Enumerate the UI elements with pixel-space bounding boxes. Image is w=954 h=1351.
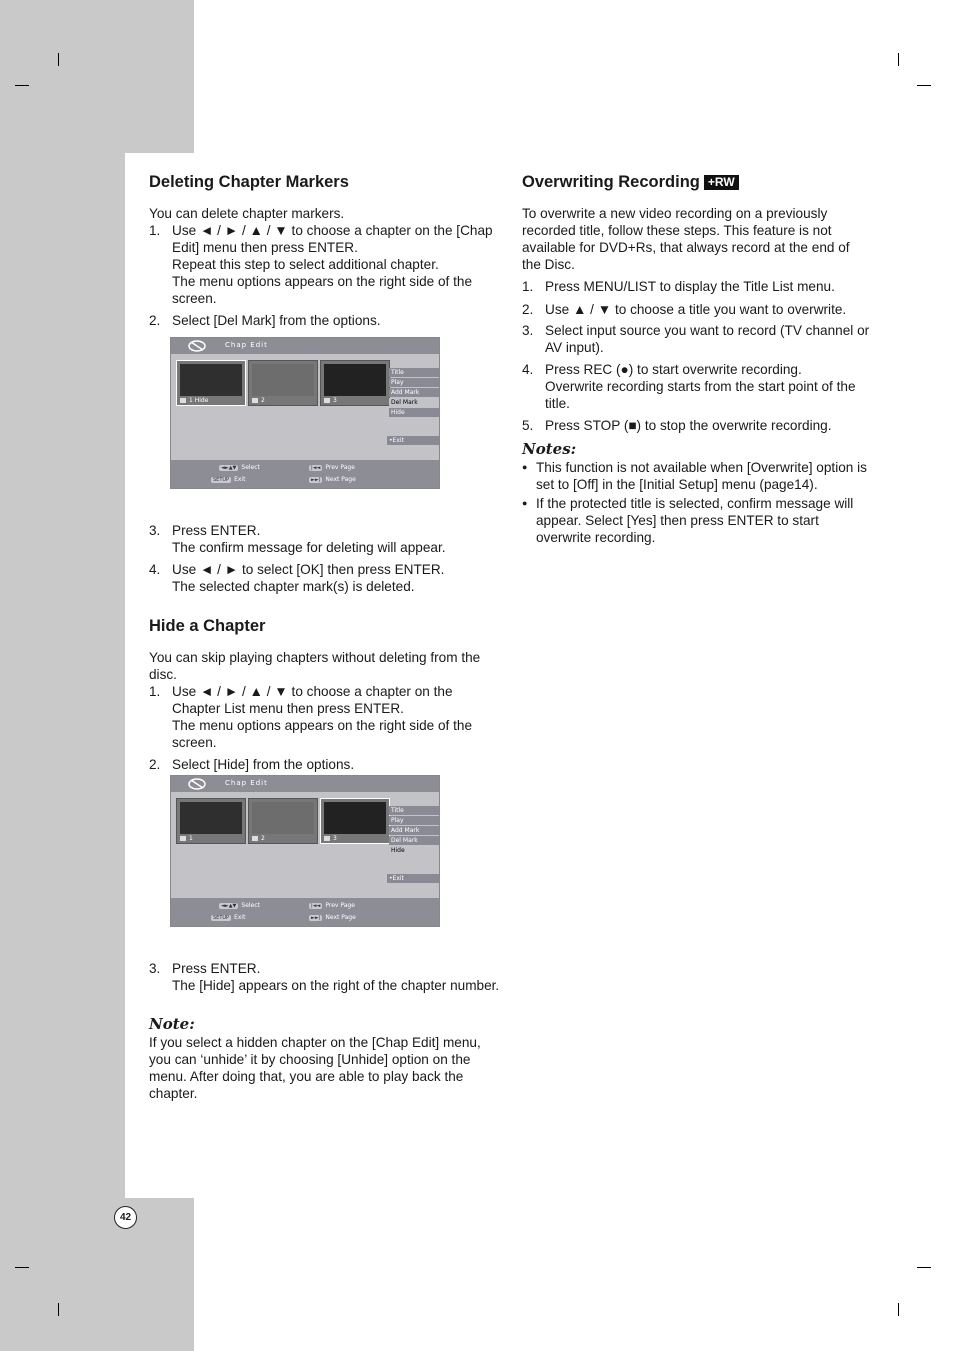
overwriting-intro: To overwrite a new video recording on a previously recorded title, follow these steps. This feature is not available for DVD+Rs, that always record at the end of the Disc. [522,206,850,272]
crop-mark [917,85,931,86]
page-number: 42 [114,1206,137,1229]
left-column [149,172,501,1102]
list-item: 4. Use ◄ / ► to select [OK] then press ENTER. The selected chapter mark(s) is deleted. [149,562,445,594]
list-item: ● This function is not available when [Overwrite] option is set to [Off] in the [Initial Setup] menu (page14). [522,459,870,493]
list-item: 2. Select [Hide] from the options. [149,757,355,772]
note-text: If you select a hidden chapter on the [Chap Edit] menu, you can ‘unhide’ it by choosing [Unhide] option on the menu. After doing that, you are able to play back the chapter. [149,1035,481,1101]
rw-badge: +RW [704,175,739,190]
crop-mark [15,85,29,86]
hide-steps [149,683,501,773]
notes-title: Notes: [522,440,577,458]
list-item: ● If the protected title is selected, confirm message will appear. Select [Yes] then press ENTER to start overwrite recording. [522,495,870,546]
list-item: 3. Select input source you want to record (TV channel or AV input). [522,323,870,355]
menu-item-play[interactable]: Play [389,816,439,825]
arrow-keys-icon: ◄►▲▼ [221,465,237,471]
crop-mark [898,1303,899,1316]
chapter-thumbnail[interactable]: 1 [176,798,246,844]
options-menu [389,368,439,418]
crop-mark [917,1267,931,1268]
screen-footer: ◄►▲▼ Select SETUP Exit |◄◄ Prev Page ►►| Next Page [171,460,439,488]
list-item: 1. Use ◄ / ► / ▲ / ▼ to choose a chapter on the [Chap Edit] menu then press ENTER. Repeat this step to select additional chapter. The menu options appears on the right side of the screen. [149,223,493,306]
prev-page-icon: |◄◄ [311,903,321,909]
prev-page-icon: |◄◄ [311,465,321,471]
chapter-thumbnail[interactable]: 2 [248,360,318,406]
menu-item-play[interactable]: Play [389,378,439,387]
deleting-heading: Deleting Chapter Markers [149,173,349,191]
screen-titlebar [171,776,439,792]
menu-item-hide[interactable]: Hide [389,846,439,855]
screen-title: Chap Edit [225,779,268,787]
list-item: 2. Use ▲ / ▼ to choose a title you want to overwrite. [522,302,847,317]
list-item: 3. Press ENTER. The [Hide] appears on the right of the chapter number. [149,961,500,993]
list-item: 3. Press ENTER. The confirm message for deleting will appear. [149,523,446,555]
margin-band-bottom [0,1198,194,1351]
notes-list [522,459,870,546]
list-item: 4. Press REC (●) to start overwrite recording. Overwrite recording starts from the start point of the title. [522,362,856,411]
exit-button[interactable]: •Exit [387,874,439,883]
chap-edit-screenshot-hide [170,775,440,927]
screen-titlebar [171,338,439,354]
chapter-thumbnail[interactable]: 2 [248,798,318,844]
overwriting-steps [522,278,870,434]
menu-item-del-mark[interactable]: Del Mark [389,836,439,845]
chap-edit-screenshot-del-mark [170,337,440,489]
setup-key-icon: SETUP [213,915,230,921]
list-item: 1. Press MENU/LIST to display the Title List menu. [522,279,835,294]
menu-item-title[interactable]: Title [389,806,439,815]
deleting-intro: You can delete chapter markers. [149,206,345,221]
list-item: 2. Select [Del Mark] from the options. [149,313,381,328]
chapter-thumbnail[interactable]: 3 [320,360,390,406]
overwriting-heading: Overwriting Recording +RW [522,172,870,192]
disc-icon [187,778,207,790]
chapter-thumbnail[interactable]: 1 Hide [176,360,246,406]
screen-footer: ◄►▲▼ Select SETUP Exit |◄◄ Prev Page ►►| Next Page [171,898,439,926]
crop-mark [15,1267,29,1268]
list-item: 1. Use ◄ / ► / ▲ / ▼ to choose a chapter on the Chapter List menu then press ENTER. The menu options appears on the right side of the screen. [149,684,473,750]
menu-item-del-mark[interactable]: Del Mark [389,398,439,407]
note-title: Note: [149,1015,195,1033]
crop-mark [58,1303,59,1316]
margin-band-left [0,153,125,1198]
chapter-thumbnail[interactable]: 3 [320,798,390,844]
crop-mark [898,53,899,66]
list-item: 5. Press STOP (■) to stop the overwrite recording. [522,418,832,433]
hide-intro: You can skip playing chapters without deleting from the disc. [149,650,481,682]
hide-steps-cont [149,960,501,994]
margin-band-top [0,0,194,153]
hide-heading: Hide a Chapter [149,617,266,635]
menu-item-add-mark[interactable]: Add Mark [389,388,439,397]
right-column [522,172,870,548]
setup-key-icon: SETUP [213,477,230,483]
next-page-icon: ►►| [311,915,321,921]
disc-icon [187,340,207,352]
options-menu [389,806,439,856]
crop-mark [58,53,59,66]
menu-item-add-mark[interactable]: Add Mark [389,826,439,835]
deleting-steps [149,222,501,329]
menu-item-title[interactable]: Title [389,368,439,377]
arrow-keys-icon: ◄►▲▼ [221,903,237,909]
deleting-steps-cont [149,522,501,595]
screen-title: Chap Edit [225,341,268,349]
menu-item-hide[interactable]: Hide [389,408,439,417]
next-page-icon: ►►| [311,477,321,483]
exit-button[interactable]: •Exit [387,436,439,445]
